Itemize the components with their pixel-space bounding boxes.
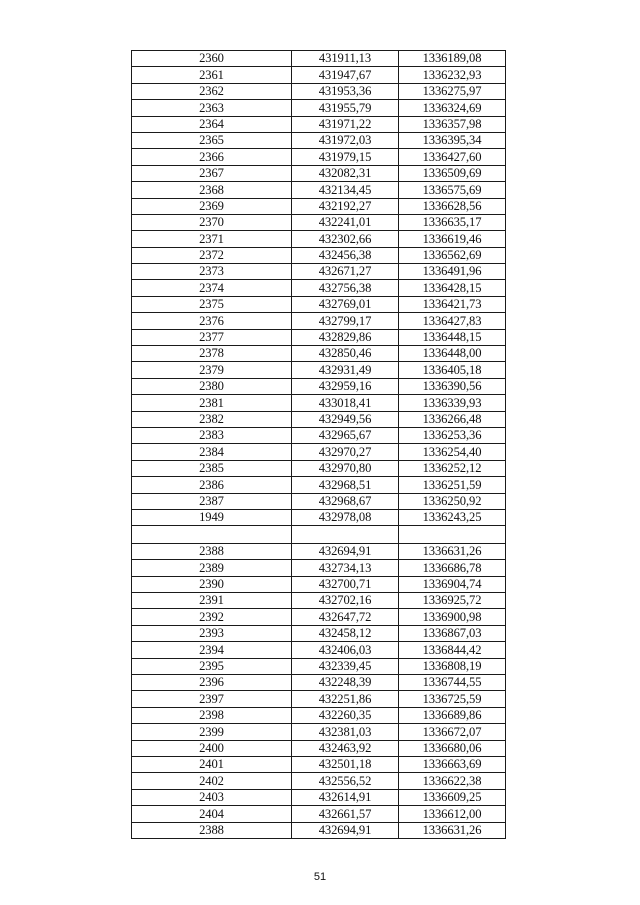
x-coordinate-cell: 432248,39	[292, 675, 399, 691]
x-coordinate-cell: 432134,45	[292, 182, 399, 198]
table-row	[132, 806, 506, 822]
y-coordinate-cell: 1336663,69	[399, 757, 506, 773]
x-coordinate-cell: 432260,35	[292, 707, 399, 723]
point-number-cell: 2377	[132, 329, 292, 345]
y-coordinate-cell: 1336562,69	[399, 247, 506, 263]
x-coordinate-cell: 431972,03	[292, 132, 399, 148]
table-row	[132, 460, 506, 476]
point-number-cell: 2383	[132, 427, 292, 443]
point-number-cell: 2402	[132, 773, 292, 789]
point-number-cell: 2384	[132, 444, 292, 460]
x-coordinate-cell: 432734,13	[292, 560, 399, 576]
point-number-cell: 2368	[132, 182, 292, 198]
x-coordinate-cell: 431979,15	[292, 149, 399, 165]
point-number-cell: 2382	[132, 411, 292, 427]
y-coordinate-cell: 1336357,98	[399, 116, 506, 132]
table-row	[132, 724, 506, 740]
point-number-cell: 2393	[132, 625, 292, 641]
x-coordinate-cell: 432251,86	[292, 691, 399, 707]
y-coordinate-cell: 1336628,56	[399, 198, 506, 214]
point-number-cell: 2374	[132, 280, 292, 296]
point-number-cell: 2401	[132, 757, 292, 773]
x-coordinate-cell: 432949,56	[292, 411, 399, 427]
x-coordinate-cell: 432965,67	[292, 427, 399, 443]
table-row	[132, 165, 506, 181]
table-row	[132, 83, 506, 99]
y-coordinate-cell: 1336631,26	[399, 822, 506, 838]
table-row	[132, 198, 506, 214]
table-row	[132, 231, 506, 247]
point-number-cell: 2388	[132, 543, 292, 559]
table-row	[132, 493, 506, 509]
x-coordinate-cell: 431911,13	[292, 51, 399, 67]
point-number-cell: 2376	[132, 313, 292, 329]
y-coordinate-cell: 1336395,34	[399, 132, 506, 148]
point-number-cell: 2397	[132, 691, 292, 707]
x-coordinate-cell: 431947,67	[292, 67, 399, 83]
y-coordinate-cell: 1336689,86	[399, 707, 506, 723]
x-coordinate-cell: 432463,92	[292, 740, 399, 756]
x-coordinate-cell: 432501,18	[292, 757, 399, 773]
table-row	[132, 427, 506, 443]
table-row	[132, 444, 506, 460]
y-coordinate-cell: 1336609,25	[399, 789, 506, 805]
table-row	[132, 625, 506, 641]
y-coordinate-cell: 1336427,83	[399, 313, 506, 329]
point-number-cell: 2372	[132, 247, 292, 263]
y-coordinate-cell: 1336250,92	[399, 493, 506, 509]
x-coordinate-cell: 432647,72	[292, 609, 399, 625]
x-coordinate-cell: 433018,41	[292, 395, 399, 411]
y-coordinate-cell: 1336619,46	[399, 231, 506, 247]
y-coordinate-cell: 1336232,93	[399, 67, 506, 83]
point-number-cell: 2361	[132, 67, 292, 83]
point-number-cell: 2375	[132, 296, 292, 312]
point-number-cell: 2378	[132, 346, 292, 362]
x-coordinate-cell: 432799,17	[292, 313, 399, 329]
table-row	[132, 509, 506, 525]
point-number-cell: 2366	[132, 149, 292, 165]
point-number-cell: 2373	[132, 264, 292, 280]
point-number-cell: 2360	[132, 51, 292, 67]
x-coordinate-cell: 432671,27	[292, 264, 399, 280]
y-coordinate-cell: 1336672,07	[399, 724, 506, 740]
table-row	[132, 789, 506, 805]
table-row	[132, 691, 506, 707]
point-number-cell: 2398	[132, 707, 292, 723]
table-row	[132, 329, 506, 345]
y-coordinate-cell: 1336254,40	[399, 444, 506, 460]
x-coordinate-cell: 432458,12	[292, 625, 399, 641]
y-coordinate-cell: 1336725,59	[399, 691, 506, 707]
point-number-cell: 2400	[132, 740, 292, 756]
point-number-cell: 2364	[132, 116, 292, 132]
point-number-cell: 2388	[132, 822, 292, 838]
table-row	[132, 395, 506, 411]
y-coordinate-cell: 1336631,26	[399, 543, 506, 559]
x-coordinate-cell: 432661,57	[292, 806, 399, 822]
table-row	[132, 560, 506, 576]
y-coordinate-cell: 1336390,56	[399, 378, 506, 394]
y-coordinate-cell: 1336680,06	[399, 740, 506, 756]
point-number-cell: 2396	[132, 675, 292, 691]
x-coordinate-cell: 432694,91	[292, 543, 399, 559]
y-coordinate-cell	[399, 526, 506, 544]
point-number-cell: 2392	[132, 609, 292, 625]
y-coordinate-cell: 1336266,48	[399, 411, 506, 427]
table-row	[132, 658, 506, 674]
y-coordinate-cell: 1336844,42	[399, 642, 506, 658]
point-number-cell: 2399	[132, 724, 292, 740]
x-coordinate-cell: 432082,31	[292, 165, 399, 181]
table-row	[132, 543, 506, 559]
table-row	[132, 642, 506, 658]
x-coordinate-cell: 432456,38	[292, 247, 399, 263]
point-number-cell: 2369	[132, 198, 292, 214]
y-coordinate-cell: 1336421,73	[399, 296, 506, 312]
x-coordinate-cell: 432756,38	[292, 280, 399, 296]
x-coordinate-cell: 432381,03	[292, 724, 399, 740]
x-coordinate-cell: 432850,46	[292, 346, 399, 362]
x-coordinate-cell: 432959,16	[292, 378, 399, 394]
y-coordinate-cell: 1336339,93	[399, 395, 506, 411]
y-coordinate-cell: 1336251,59	[399, 477, 506, 493]
x-coordinate-cell: 432931,49	[292, 362, 399, 378]
table-row	[132, 149, 506, 165]
y-coordinate-cell: 1336808,19	[399, 658, 506, 674]
table-row	[132, 116, 506, 132]
y-coordinate-cell: 1336324,69	[399, 100, 506, 116]
table-row	[132, 264, 506, 280]
y-coordinate-cell: 1336635,17	[399, 214, 506, 230]
point-number-cell: 2387	[132, 493, 292, 509]
y-coordinate-cell: 1336744,55	[399, 675, 506, 691]
x-coordinate-cell: 432970,27	[292, 444, 399, 460]
point-number-cell: 2386	[132, 477, 292, 493]
table-row	[132, 313, 506, 329]
point-number-cell: 2363	[132, 100, 292, 116]
x-coordinate-cell: 432556,52	[292, 773, 399, 789]
x-coordinate-cell: 431971,22	[292, 116, 399, 132]
y-coordinate-cell: 1336243,25	[399, 509, 506, 525]
x-coordinate-cell: 432406,03	[292, 642, 399, 658]
page-number: 51	[313, 871, 327, 883]
point-number-cell: 2404	[132, 806, 292, 822]
point-number-cell: 2380	[132, 378, 292, 394]
table-row	[132, 247, 506, 263]
x-coordinate-cell: 432968,67	[292, 493, 399, 509]
y-coordinate-cell: 1336448,00	[399, 346, 506, 362]
point-number-cell: 2381	[132, 395, 292, 411]
table-row	[132, 378, 506, 394]
y-coordinate-cell: 1336491,96	[399, 264, 506, 280]
point-number-cell: 2395	[132, 658, 292, 674]
table-row	[132, 576, 506, 592]
coordinate-table-body	[132, 51, 506, 839]
x-coordinate-cell	[292, 526, 399, 544]
table-row	[132, 182, 506, 198]
x-coordinate-cell: 432700,71	[292, 576, 399, 592]
y-coordinate-cell: 1336448,15	[399, 329, 506, 345]
y-coordinate-cell: 1336427,60	[399, 149, 506, 165]
x-coordinate-cell: 432978,08	[292, 509, 399, 525]
table-row	[132, 757, 506, 773]
y-coordinate-cell: 1336509,69	[399, 165, 506, 181]
point-number-cell: 2403	[132, 789, 292, 805]
y-coordinate-cell: 1336686,78	[399, 560, 506, 576]
table-row	[132, 362, 506, 378]
table-row	[132, 51, 506, 67]
point-number-cell: 2385	[132, 460, 292, 476]
point-number-cell: 2362	[132, 83, 292, 99]
table-row	[132, 411, 506, 427]
x-coordinate-cell: 432694,91	[292, 822, 399, 838]
point-number-cell: 2391	[132, 593, 292, 609]
x-coordinate-cell: 432241,01	[292, 214, 399, 230]
point-number-cell: 2394	[132, 642, 292, 658]
table-row	[132, 707, 506, 723]
table-row	[132, 346, 506, 362]
point-number-cell: 1949	[132, 509, 292, 525]
x-coordinate-cell: 432702,16	[292, 593, 399, 609]
table-row	[132, 67, 506, 83]
y-coordinate-cell: 1336612,00	[399, 806, 506, 822]
point-number-cell: 2379	[132, 362, 292, 378]
x-coordinate-cell: 432769,01	[292, 296, 399, 312]
table-row	[132, 296, 506, 312]
point-number-cell: 2367	[132, 165, 292, 181]
y-coordinate-cell: 1336904,74	[399, 576, 506, 592]
y-coordinate-cell: 1336428,15	[399, 280, 506, 296]
table-row	[132, 100, 506, 116]
point-number-cell: 2370	[132, 214, 292, 230]
y-coordinate-cell: 1336189,08	[399, 51, 506, 67]
y-coordinate-cell: 1336252,12	[399, 460, 506, 476]
table-row	[132, 526, 506, 544]
point-number-cell: 2389	[132, 560, 292, 576]
y-coordinate-cell: 1336867,03	[399, 625, 506, 641]
table-row	[132, 675, 506, 691]
x-coordinate-cell: 432339,45	[292, 658, 399, 674]
coordinate-table	[131, 50, 506, 839]
table-row	[132, 280, 506, 296]
y-coordinate-cell: 1336900,98	[399, 609, 506, 625]
point-number-cell: 2390	[132, 576, 292, 592]
x-coordinate-cell: 432614,91	[292, 789, 399, 805]
table-row	[132, 477, 506, 493]
table-row	[132, 773, 506, 789]
y-coordinate-cell: 1336575,69	[399, 182, 506, 198]
y-coordinate-cell: 1336925,72	[399, 593, 506, 609]
x-coordinate-cell: 432302,66	[292, 231, 399, 247]
table-row	[132, 740, 506, 756]
y-coordinate-cell: 1336622,38	[399, 773, 506, 789]
table-row	[132, 822, 506, 838]
table-row	[132, 609, 506, 625]
y-coordinate-cell: 1336253,36	[399, 427, 506, 443]
x-coordinate-cell: 431955,79	[292, 100, 399, 116]
x-coordinate-cell: 432970,80	[292, 460, 399, 476]
table-row	[132, 132, 506, 148]
point-number-cell	[132, 526, 292, 544]
x-coordinate-cell: 431953,36	[292, 83, 399, 99]
point-number-cell: 2371	[132, 231, 292, 247]
y-coordinate-cell: 1336405,18	[399, 362, 506, 378]
point-number-cell: 2365	[132, 132, 292, 148]
table-row	[132, 593, 506, 609]
y-coordinate-cell: 1336275,97	[399, 83, 506, 99]
table-row	[132, 214, 506, 230]
x-coordinate-cell: 432829,86	[292, 329, 399, 345]
x-coordinate-cell: 432968,51	[292, 477, 399, 493]
x-coordinate-cell: 432192,27	[292, 198, 399, 214]
